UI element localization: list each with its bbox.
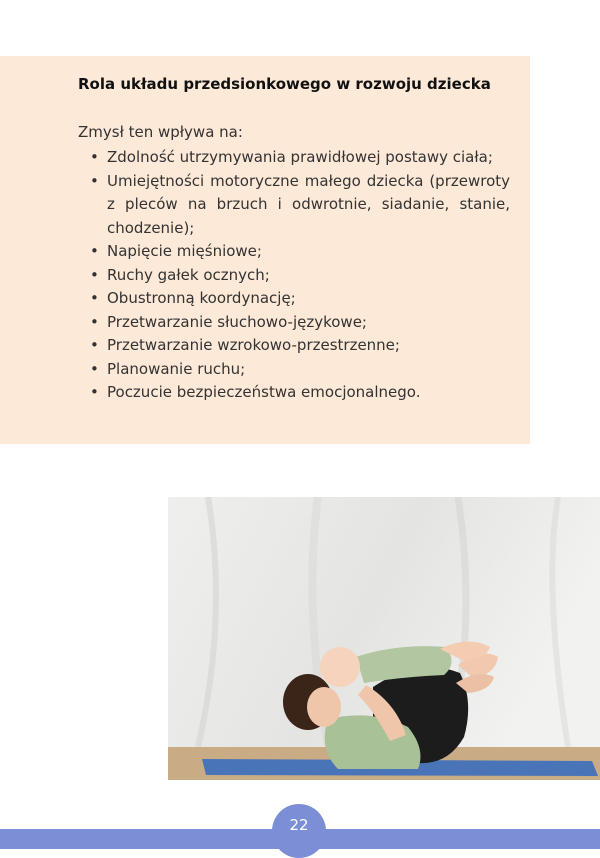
list-item: • Ruchy gałek ocznych; [88,264,510,288]
list-item: • Poczucie bezpieczeństwa emocjonalnego. [88,381,510,405]
list-item: • Przetwarzanie wzrokowo-przestrzenne; [88,334,510,358]
page-number-badge [272,804,326,858]
list-item: • Umiejętności motoryczne małego dziecka (przewroty z pleców na brzuch i odwrotnie, siadanie, stanie, chodzenie); [88,170,510,241]
list-item: • Obustronną koordynację; [88,287,510,311]
section-title: Rola układu przedsionkowego w rozwoju dziecka [78,75,491,93]
page-number: 22 [289,816,309,834]
list-item: • Planowanie ruchu; [88,358,510,382]
section-intro: Zmysł ten wpływa na: [78,123,243,141]
list-item: • Napięcie mięśniowe; [88,240,510,264]
list-item: • Zdolność utrzymywania prawidłowej postawy ciała; [88,146,510,170]
mother-baby-photo [168,497,600,780]
bullet-list [88,146,510,405]
list-item: • Przetwarzanie słuchowo-językowe; [88,311,510,335]
